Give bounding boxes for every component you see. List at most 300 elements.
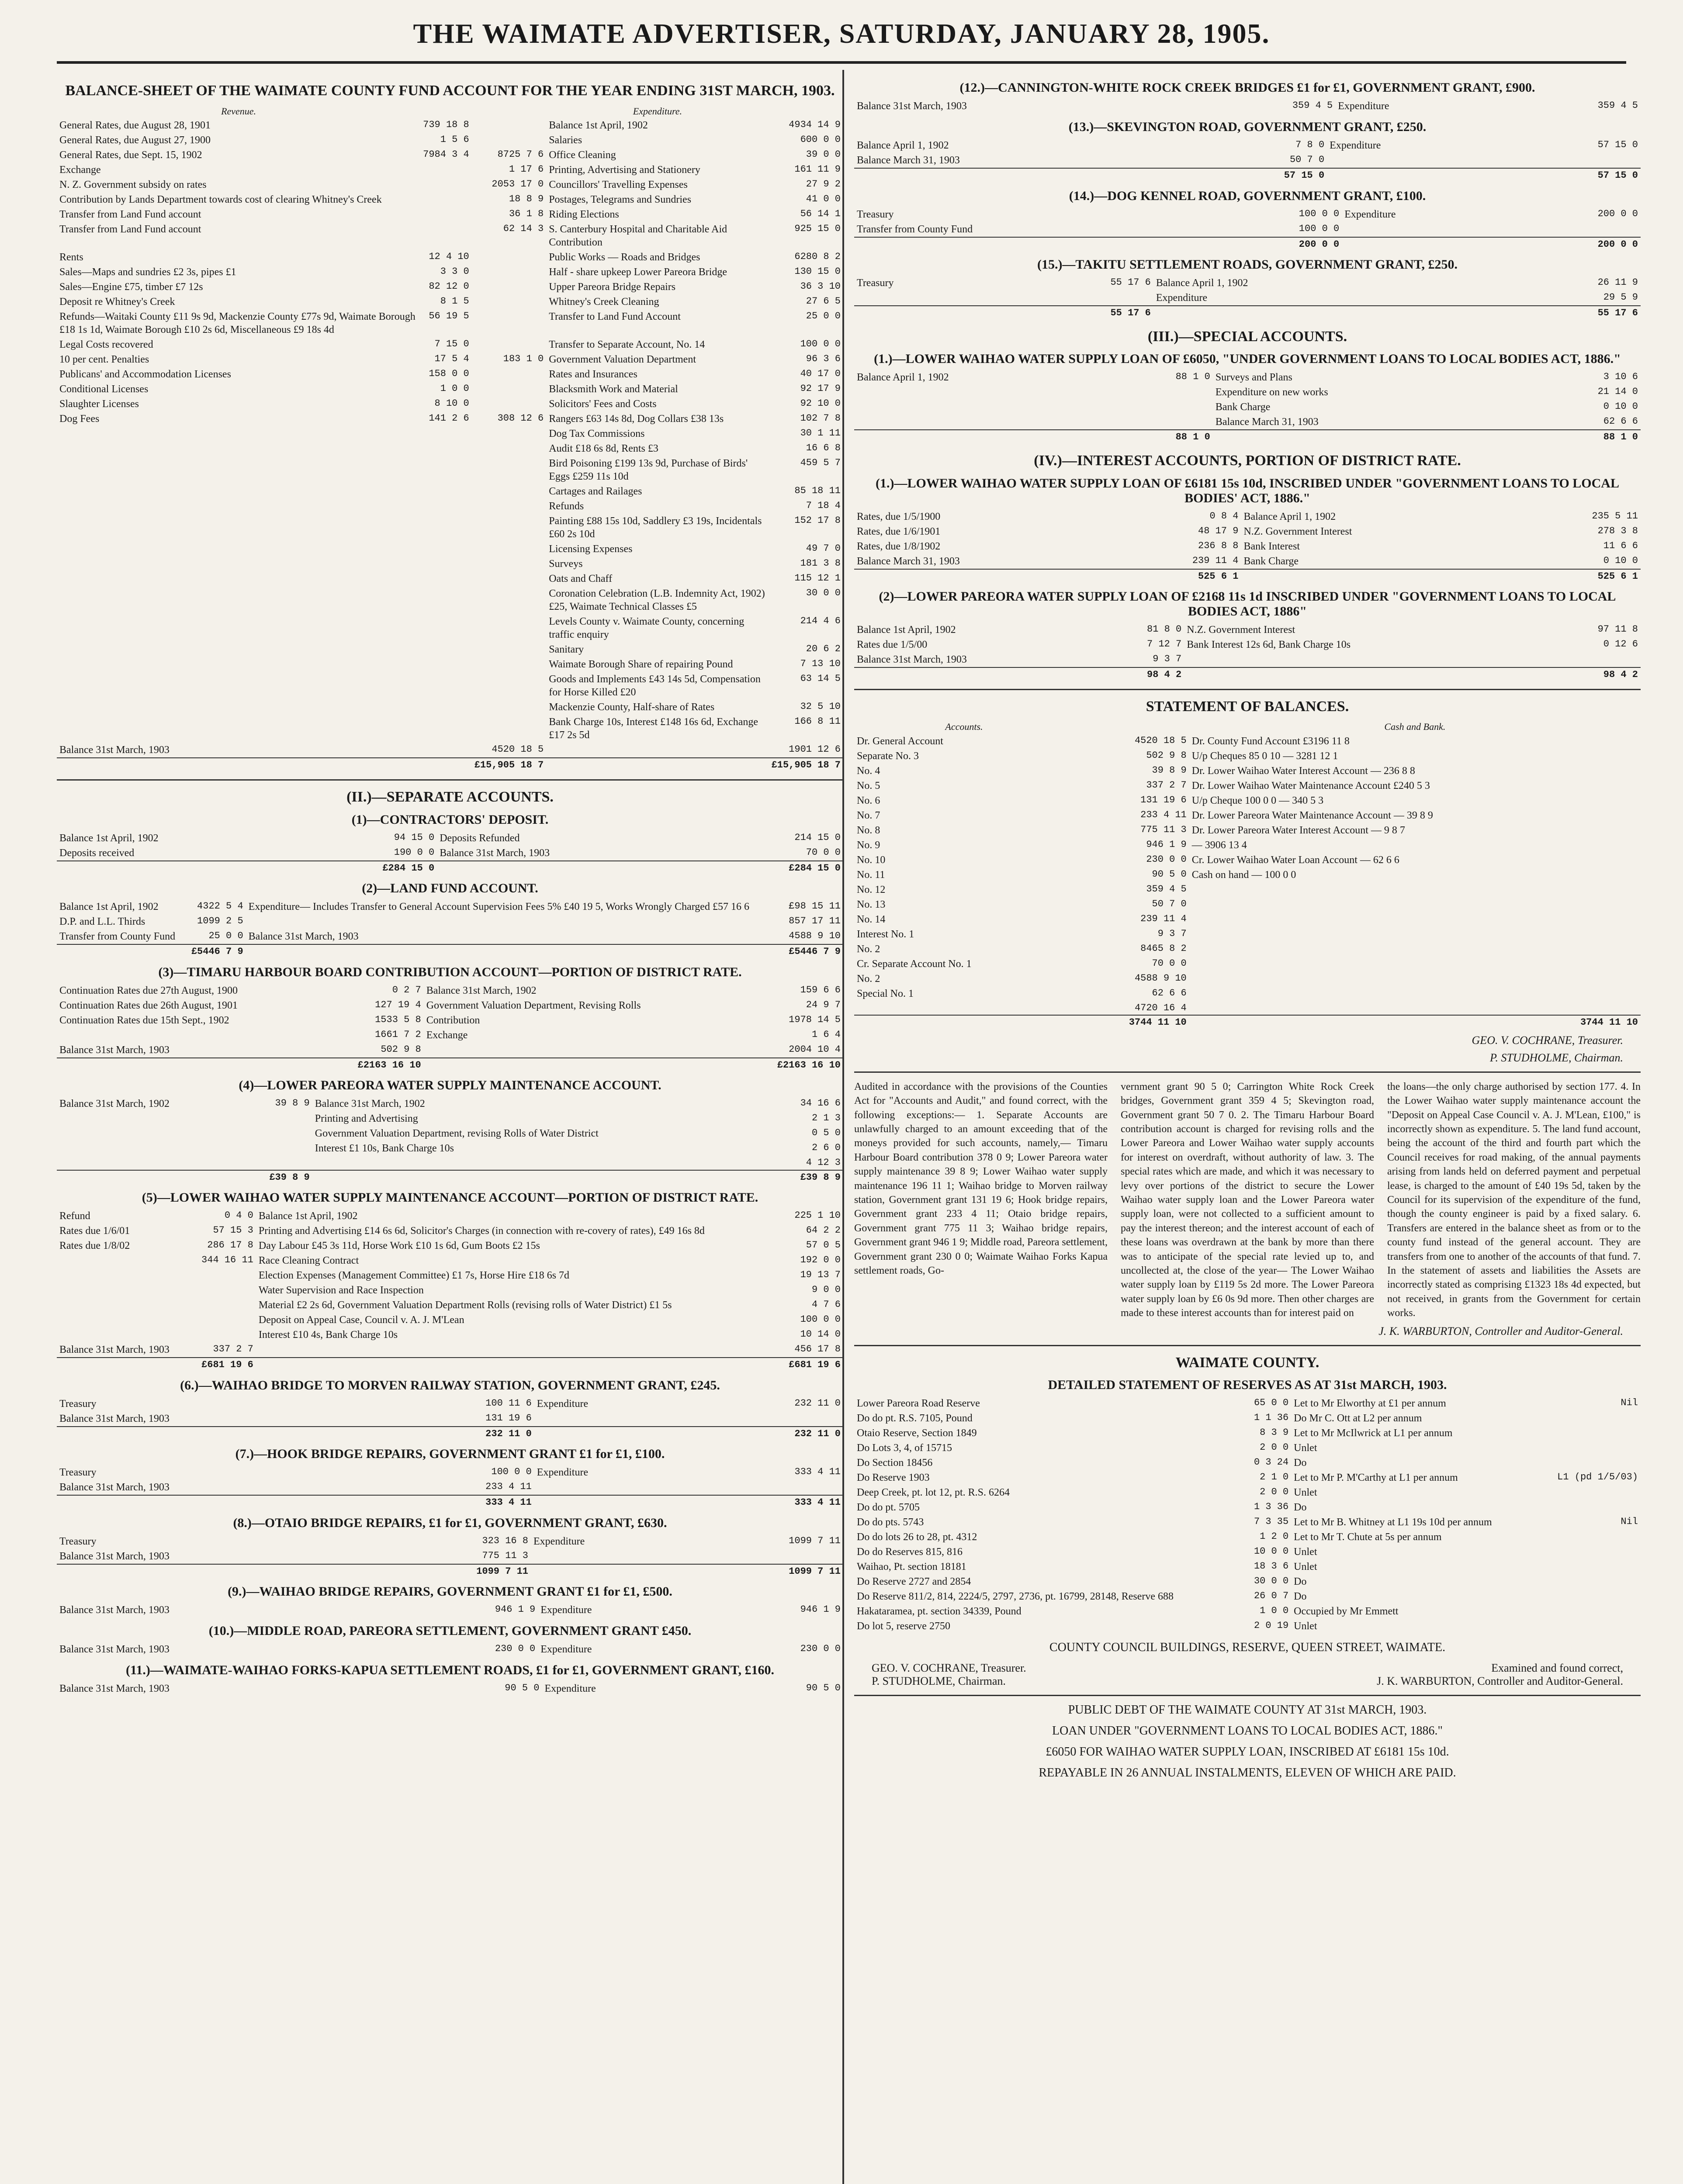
table-cell: 3 3 0 <box>440 266 469 277</box>
table-row <box>57 1043 843 1058</box>
total-row <box>57 1058 843 1072</box>
table-cell: 214 4 6 <box>800 615 841 627</box>
table-cell <box>531 1549 686 1564</box>
table-row <box>57 426 843 441</box>
account-title: (11.)—WAIMATE-WAIHAO FORKS-KAPUA SETTLEMENT ROADS, £1 for £1, GOVERNMENT GRANT, £160. <box>125 1663 774 1678</box>
table-cell <box>57 1283 190 1298</box>
account-title: (10.)—MIDDLE ROAD, PAREORA SETTLEMENT, GOVERNMENT GRANT £450. <box>208 1624 692 1638</box>
table-cell <box>420 542 472 556</box>
total-left: 232 11 0 <box>387 1427 534 1441</box>
table-cell: 10 per cent. Penalties <box>59 354 149 366</box>
table-row <box>854 1411 1641 1426</box>
table-cell: 11 6 6 <box>1603 540 1638 551</box>
total-row <box>57 944 843 959</box>
table-row <box>854 222 1641 237</box>
table-cell: 9 3 7 <box>1157 928 1187 939</box>
table-cell: 230 0 0 <box>495 1643 536 1655</box>
table-cell: Expenditure <box>540 1604 592 1616</box>
table-cell: 230 0 0 <box>800 1643 841 1655</box>
table-row <box>57 1313 843 1327</box>
table-cell: No. 8 <box>857 824 880 836</box>
table-cell: Balance 31st March, 1902 <box>59 1098 170 1110</box>
table-cell: 34 16 6 <box>800 1098 841 1109</box>
table-cell: Do Reserve 811/2, 814, 2224/5, 2797, 2736, pt. 16799, 28148, Reserve 688 <box>857 1591 1174 1603</box>
table-cell <box>1537 1559 1641 1574</box>
table-row <box>854 1001 1641 1016</box>
table-cell <box>472 672 546 700</box>
table-cell: Balance April 1, 1902 <box>1156 277 1248 289</box>
table-cell: Sales—Engine £75, timber £7 12s <box>59 281 203 293</box>
table-cell: 181 3 8 <box>800 558 841 569</box>
table-row <box>854 1500 1641 1515</box>
table-cell: No. 7 <box>857 809 880 821</box>
table-cell: 1 0 0 <box>440 383 469 394</box>
table-cell <box>472 265 546 280</box>
table-cell: Transfer from County Fund <box>59 931 176 943</box>
table-row <box>854 1604 1641 1619</box>
table-cell: No. 11 <box>857 869 885 881</box>
table-cell: Balance April 1, 1902 <box>857 372 949 384</box>
table-cell: 9 3 7 <box>1153 653 1182 665</box>
table-cell: Waihao, Pt. section 18181 <box>857 1561 966 1573</box>
table-row <box>854 793 1641 808</box>
table-cell: Councillors' Travelling Expenses <box>549 179 688 191</box>
table-cell <box>696 1411 843 1427</box>
table-cell: Do Reserve 1903 <box>857 1472 930 1484</box>
table-cell: Dr. County Fund Account £3196 11 8 <box>1191 735 1350 747</box>
interest-loan-title: (1.)—LOWER WAIHAO WATER SUPPLY LOAN OF £6181 15s 10d, INSCRIBED UNDER "GOVERNMENT LOANS TO LOCAL BODIES' ACT, 1886." <box>876 476 1619 505</box>
total-right: £681 19 6 <box>777 1358 843 1372</box>
table-cell: Rates and Insurances <box>549 369 637 380</box>
table-cell <box>1544 652 1641 667</box>
table-cell: Do Mr C. Ott at L2 per annum <box>1294 1413 1422 1424</box>
table-cell: Expenditure <box>1344 208 1396 220</box>
table-row <box>57 1534 843 1549</box>
table-cell <box>420 571 472 586</box>
table-cell: 0 10 0 <box>1603 401 1638 412</box>
table-cell: No. 12 <box>857 884 886 895</box>
table-cell <box>472 118 546 133</box>
table-cell: 90 5 0 <box>806 1683 841 1694</box>
table-row <box>57 514 843 542</box>
table-cell <box>1184 652 1544 667</box>
table-cell: Expenditure <box>537 1398 589 1410</box>
table-row <box>57 207 843 222</box>
total-left: 55 17 6 <box>998 306 1153 320</box>
table-cell <box>472 367 546 382</box>
table-cell: 4322 5 4 <box>197 901 243 912</box>
table-cell: 230 0 0 <box>1146 854 1187 865</box>
table-cell: 24 9 7 <box>806 999 841 1010</box>
table-cell: Separate No. 3 <box>857 750 919 762</box>
table-cell: 30 0 0 <box>806 587 841 599</box>
bs-total-left: £15,905 18 7 <box>472 758 546 772</box>
table-cell: Treasury <box>59 1535 97 1547</box>
total-left: 98 4 2 <box>1099 667 1184 682</box>
table-cell <box>57 657 420 672</box>
table-cell: Do Section 18456 <box>857 1457 933 1469</box>
table-cell: 94 15 0 <box>394 832 435 843</box>
table-cell: 96 3 6 <box>806 353 841 365</box>
account-table <box>57 1642 843 1657</box>
table-cell <box>190 1327 256 1342</box>
table-cell: Treasury <box>857 277 894 289</box>
table-cell: 27 6 5 <box>806 296 841 307</box>
table-cell: 0 2 7 <box>392 984 421 995</box>
total-right: £2163 16 10 <box>743 1058 843 1072</box>
table-cell <box>420 672 472 700</box>
table-cell: Rates, due 1/8/1902 <box>857 540 941 552</box>
table-row <box>57 1141 843 1156</box>
account-title: (4)—LOWER PAREORA WATER SUPPLY MAINTENANCE ACCOUNT. <box>239 1078 661 1093</box>
table-cell: 1 17 6 <box>509 164 544 175</box>
table-cell: 131 19 6 <box>1140 794 1187 805</box>
table-cell <box>420 743 472 758</box>
table-cell <box>57 642 420 657</box>
table-cell <box>472 426 546 441</box>
table-cell: Postages, Telegrams and Sundries <box>549 194 692 206</box>
table-row <box>854 1619 1641 1634</box>
table-cell: 55 17 6 <box>1110 277 1151 288</box>
reserves-treasurer: GEO. V. COCHRANE, Treasurer. <box>872 1662 1026 1675</box>
table-cell: 323 16 8 <box>482 1535 529 1546</box>
table-cell <box>420 642 472 657</box>
table-cell: 0 10 0 <box>1603 555 1638 566</box>
statement-table <box>854 720 1641 1030</box>
table-cell: Bank Interest 12s 6d, Bank Charge 10s <box>1187 639 1351 651</box>
table-row <box>854 276 1641 290</box>
table-cell <box>472 499 546 514</box>
table-cell: 30 0 0 <box>1254 1576 1289 1587</box>
table-cell: Continuation Rates due 26th August, 1901 <box>59 999 238 1011</box>
table-row <box>854 823 1641 838</box>
table-cell: Unlet <box>1294 1561 1317 1573</box>
table-cell: Unlet <box>1294 1487 1317 1499</box>
table-cell <box>420 514 472 542</box>
table-row <box>57 846 843 861</box>
masthead-rule <box>57 61 1626 64</box>
table-row <box>57 499 843 514</box>
table-cell: Balance 31st March, 1903 <box>440 847 550 859</box>
table-cell: No. 13 <box>857 898 886 910</box>
separate-accounts-title: (II.)—SEPARATE ACCOUNTS. <box>346 788 554 805</box>
table-cell <box>1537 1619 1641 1634</box>
table-cell: 56 19 5 <box>429 311 469 322</box>
table-cell <box>1537 1589 1641 1604</box>
account-title: (5)—LOWER WAIHAO WATER SUPPLY MAINTENANCE ACCOUNT—PORTION OF DISTRICT RATE. <box>142 1190 758 1205</box>
account-title: (13.)—SKEVINGTON ROAD, GOVERNMENT GRANT, £250. <box>1068 120 1427 134</box>
table-cell: 359 4 5 <box>1597 100 1638 111</box>
table-cell: — 3906 13 4 <box>1191 839 1247 851</box>
table-row <box>854 882 1641 897</box>
table-cell: 1978 14 5 <box>789 1014 841 1025</box>
table-row <box>57 397 843 411</box>
table-cell: Election Expenses (Management Committee) £1 7s, Horse Hire £18 6s 7d <box>258 1270 570 1282</box>
table-cell <box>420 499 472 514</box>
table-cell: 183 1 0 <box>503 353 544 365</box>
table-cell: Cr. Lower Waihao Water Loan Account — 62 6 6 <box>1191 854 1399 866</box>
table-cell: Treasury <box>59 1467 97 1479</box>
table-cell: Bank Charge <box>1243 555 1299 567</box>
table-cell: 600 0 0 <box>800 134 841 145</box>
table-cell <box>420 207 472 222</box>
table-cell: 233 4 11 <box>1140 809 1187 820</box>
table-cell <box>1327 153 1500 168</box>
table-cell: 200 0 0 <box>1597 208 1638 219</box>
table-cell: Exchange <box>426 1029 468 1041</box>
masthead: THE WAIMATE ADVERTISER, SATURDAY, JANUARY 28, 1905. <box>413 18 1270 49</box>
table-cell <box>472 309 546 337</box>
table-row <box>57 133 843 148</box>
table-cell: 8 10 0 <box>434 398 469 409</box>
table-cell: Do <box>1294 1502 1307 1514</box>
table-cell: Do <box>1294 1457 1307 1469</box>
table-cell: Balance 1st April, 1902 <box>59 832 159 844</box>
table-cell <box>546 743 769 758</box>
table-cell: 62 6 6 <box>1603 416 1638 427</box>
table-row <box>854 749 1641 764</box>
table-cell <box>854 1001 1074 1016</box>
table-cell: 1 0 0 <box>1260 1605 1289 1617</box>
total-right: 88 1 0 <box>1521 430 1641 444</box>
table-row <box>57 411 843 426</box>
table-row <box>57 148 843 162</box>
table-cell <box>246 914 783 929</box>
table-row <box>854 1485 1641 1500</box>
table-cell: Do lot 5, reserve 2750 <box>857 1621 950 1632</box>
table-cell: Refunds <box>549 501 584 512</box>
table-cell <box>472 382 546 397</box>
table-cell <box>472 250 546 265</box>
account-title: (2)—LAND FUND ACCOUNT. <box>362 881 538 896</box>
table-cell <box>420 657 472 672</box>
table-cell <box>190 1283 256 1298</box>
table-row <box>57 250 843 265</box>
table-cell: Balance 31st March, 1903 <box>59 1644 170 1655</box>
table-cell: 946 1 9 <box>800 1604 841 1615</box>
table-cell: Waimate Borough Share of repairing Pound <box>549 659 733 670</box>
table-cell: 70 0 0 <box>806 847 841 858</box>
table-cell: 36 1 8 <box>509 208 544 220</box>
table-cell: Contribution <box>426 1014 480 1026</box>
table-cell: 190 0 0 <box>394 847 435 858</box>
table-cell: 359 4 5 <box>1146 883 1187 895</box>
table-cell <box>472 294 546 309</box>
table-row <box>57 1603 843 1617</box>
table-cell: 130 15 0 <box>794 266 841 277</box>
account-table <box>854 99 1641 114</box>
table-cell <box>240 1111 312 1126</box>
table-cell: Surveys and Plans <box>1215 372 1292 384</box>
table-cell: 100 0 0 <box>800 1314 841 1325</box>
table-cell: Printing and Advertising <box>315 1113 418 1125</box>
table-cell: 459 5 7 <box>800 457 841 469</box>
table-row <box>854 637 1641 652</box>
total-left: £2163 16 10 <box>324 1058 424 1072</box>
table-cell: Let to Mr T. Chute at 5s per annum <box>1294 1531 1442 1543</box>
repayment-line: REPAYABLE IN 26 ANNUAL INSTALMENTS, ELEVEN OF WHICH ARE PAID. <box>1039 1766 1456 1780</box>
table-cell: 32 5 10 <box>800 701 841 712</box>
table-cell: 159 6 6 <box>800 984 841 995</box>
table-cell: 8 1 5 <box>440 296 469 307</box>
table-cell <box>1108 400 1213 415</box>
table-cell: 20 6 2 <box>806 643 841 655</box>
table-cell: 502 9 8 <box>1146 750 1187 761</box>
table-cell: Contribution by Lands Department towards cost of clearing Whitney's Creek <box>59 194 382 206</box>
table-cell <box>420 192 472 207</box>
table-cell: D.P. and L.L. Thirds <box>59 916 145 928</box>
table-row <box>854 734 1641 749</box>
table-cell: 100 0 0 <box>1299 223 1340 234</box>
account-table <box>57 1603 843 1617</box>
table-cell: Bank Charge <box>1215 401 1271 413</box>
table-cell <box>1537 1574 1641 1589</box>
table-cell: 775 11 3 <box>1140 824 1187 835</box>
table-cell: Publicans' and Accommodation Licenses <box>59 369 231 380</box>
table-cell: Cash on hand — 100 0 0 <box>1191 869 1296 881</box>
table-cell: 236 8 8 <box>1198 540 1239 551</box>
table-cell: 225 1 10 <box>794 1210 841 1221</box>
total-row <box>854 237 1641 252</box>
interest-loan-title: (2)—LOWER PAREORA WATER SUPPLY LOAN OF £2168 11s 1d INSCRIBED UNDER "GOVERNMENT LOANS TO LOCAL BODIES ACT, 1886" <box>879 589 1616 619</box>
table-cell <box>1189 912 1641 927</box>
account-title: (15.)—TAKITU SETTLEMENT ROADS, GOVERNMENT GRANT, £250. <box>1037 257 1458 272</box>
table-row <box>57 715 843 743</box>
table-cell <box>57 1253 190 1268</box>
table-cell: Refunds—Waitaki County £11 9s 9d, Mackenzie County £77s 9d, Waimate Borough £18 1s 1d, Waimate Borough £10 2s 6d, Miscellaneous £9 18s 4d <box>59 311 416 336</box>
table-row <box>57 118 843 133</box>
account-table <box>57 831 843 875</box>
audit-col-3: the loans—the only charge authorised by section 177. 4. In the Lower Waihao water supply maintenance account the "Deposit on Appeal Case Council v. A. J. M'Lean, £100," is incorrectly shown as expenditure. 5. The land fund account, being the account of the third and fourth part which the Council receives for road making, of the annual payments arising from lands held on deferred payment and perpetual lease, is charged to the amount of £40 19s 5d, taken by the Council for its supervision of the expenditure of the fund, though the county engineer is paid by a fixed salary. 6. Transfers are entered in the balance sheet as from or to the county fund instead of the general account. They are transfers from one to another of the accounts of that fund. 7. In the statement of assets and liabilities the Assets are incorrectly stated as comprising £1323 18s 4d expected, but not received, in grants from the Government for certain works. <box>1387 1081 1641 1319</box>
table-cell: No. 4 <box>857 765 880 777</box>
table-cell <box>472 571 546 586</box>
table-row <box>57 1283 843 1298</box>
table-cell: 739 18 8 <box>423 119 469 131</box>
table-cell: Painting £88 15s 10d, Saddlery £3 19s, Incidentals £60 2s 10d <box>549 515 762 540</box>
table-cell: Rates due 1/8/02 <box>59 1240 130 1252</box>
table-cell <box>420 162 472 177</box>
revenue-heading: Revenue. <box>221 105 256 117</box>
table-cell: 3 10 6 <box>1603 371 1638 383</box>
total-right: £284 15 0 <box>709 861 843 875</box>
table-cell: 925 15 0 <box>794 223 841 235</box>
table-cell: Let to Mr McIlwrick at L1 per annum <box>1294 1427 1453 1439</box>
table-cell: 337 2 7 <box>213 1344 253 1355</box>
table-cell: 12 4 10 <box>429 251 469 263</box>
table-cell: Special No. 1 <box>857 988 914 999</box>
table-cell: Let to Mr P. M'Carthy at L1 per annum <box>1294 1472 1458 1484</box>
table-row <box>57 280 843 294</box>
office-address: COUNTY COUNCIL BUILDINGS, RESERVE, QUEEN STREET, WAIMATE. <box>1049 1641 1446 1655</box>
table-cell: Oats and Chaff <box>549 573 613 585</box>
table-cell: Deposits Refunded <box>440 832 520 844</box>
table-row <box>57 1465 843 1480</box>
table-cell: Mackenzie County, Half-share of Rates <box>549 702 715 713</box>
table-cell: Rates, due 1/6/1901 <box>857 525 941 537</box>
account-title: (12.)—CANNINGTON-WHITE ROCK CREEK BRIDGES £1 for £1, GOVERNMENT GRANT, £900. <box>959 80 1535 95</box>
table-row <box>57 1111 843 1126</box>
table-row <box>854 539 1641 554</box>
total-right: 55 17 6 <box>1485 306 1641 320</box>
table-cell: Do <box>1294 1591 1307 1603</box>
table-cell <box>854 290 998 306</box>
table-row <box>854 1455 1641 1470</box>
table-cell: Interest No. 1 <box>857 928 914 940</box>
reserves-signatures <box>872 1662 1623 1688</box>
table-cell: Balance 31st March, 1903 <box>857 100 967 112</box>
account-title: (9.)—WAIHAO BRIDGE REPAIRS, GOVERNMENT GRANT £1 for £1, £500. <box>228 1584 672 1599</box>
divider <box>57 779 843 781</box>
table-cell: Balance March 31, 1903 <box>857 555 960 567</box>
total-right: 525 6 1 <box>1516 569 1641 584</box>
balance-sheet-table <box>57 104 843 772</box>
table-cell: Printing, Advertising and Stationery <box>549 164 700 176</box>
table-cell <box>57 542 420 556</box>
table-cell <box>312 1156 771 1170</box>
table-row <box>57 1549 843 1564</box>
table-cell: General Rates, due August 27, 1900 <box>59 135 211 146</box>
table-row <box>57 441 843 456</box>
total-right: 57 15 0 <box>1500 168 1641 183</box>
table-cell: Balance April 1, 1902 <box>1243 511 1336 522</box>
table-cell: Balance 31st March, 1903 <box>59 1044 170 1056</box>
interest-accounts-title: (IV.)—INTEREST ACCOUNTS, PORTION OF DISTRICT RATE. <box>1034 452 1461 469</box>
table-cell: Balance 31st March, 1903 <box>857 654 967 666</box>
table-cell: U/p Cheques 85 0 10 — 3281 12 1 <box>1191 750 1338 762</box>
table-cell: Continuation Rates due 15th Sept., 1902 <box>59 1014 229 1026</box>
table-cell: Expenditure <box>1338 100 1389 112</box>
table-cell: No. 2 <box>857 973 880 985</box>
table-cell: 214 15 0 <box>794 832 841 843</box>
table-row <box>57 556 843 571</box>
total-row <box>854 168 1641 183</box>
table-row <box>57 1642 843 1657</box>
table-cell: 36 3 10 <box>800 281 841 292</box>
balance-sheet-title: BALANCE-SHEET OF THE WAIMATE COUNTY FUND ACCOUNT FOR THE YEAR ENDING 31ST MARCH, 1903. <box>65 83 835 99</box>
table-cell <box>57 1028 324 1043</box>
table-row <box>57 899 843 914</box>
table-cell: 278 3 8 <box>1597 525 1638 536</box>
table-cell: Balance 31st March, 1903 <box>59 1482 170 1493</box>
table-cell <box>1189 971 1641 986</box>
total-row <box>57 1564 843 1579</box>
table-cell: 1 6 4 <box>811 1029 841 1040</box>
table-cell: 92 17 9 <box>800 383 841 394</box>
table-row <box>854 764 1641 778</box>
table-cell: 100 0 0 <box>800 339 841 350</box>
table-row <box>57 1327 843 1342</box>
table-cell: Cartages and Railages <box>549 486 642 498</box>
table-row <box>57 309 843 337</box>
table-row <box>57 456 843 484</box>
account-table <box>854 207 1641 252</box>
table-cell <box>420 177 472 192</box>
table-cell: 946 1 9 <box>1146 839 1187 850</box>
table-row <box>854 524 1641 539</box>
table-cell: Do do pt. R.S. 7105, Pound <box>857 1413 973 1424</box>
total-left: 333 4 11 <box>387 1495 534 1510</box>
table-cell: Levels County v. Waimate County, concerning traffic enquiry <box>549 616 745 641</box>
table-cell: Deposits received <box>59 847 135 859</box>
total-row <box>57 1427 843 1441</box>
table-row <box>854 99 1641 114</box>
table-cell: 239 11 4 <box>1140 913 1187 924</box>
table-cell: Transfer to Separate Account, No. 14 <box>549 339 705 351</box>
table-cell: Nil <box>1621 1516 1638 1527</box>
total-right: 200 0 0 <box>1507 237 1641 252</box>
table-row <box>57 743 843 758</box>
account-title: (1)—CONTRACTORS' DEPOSIT. <box>351 812 549 827</box>
